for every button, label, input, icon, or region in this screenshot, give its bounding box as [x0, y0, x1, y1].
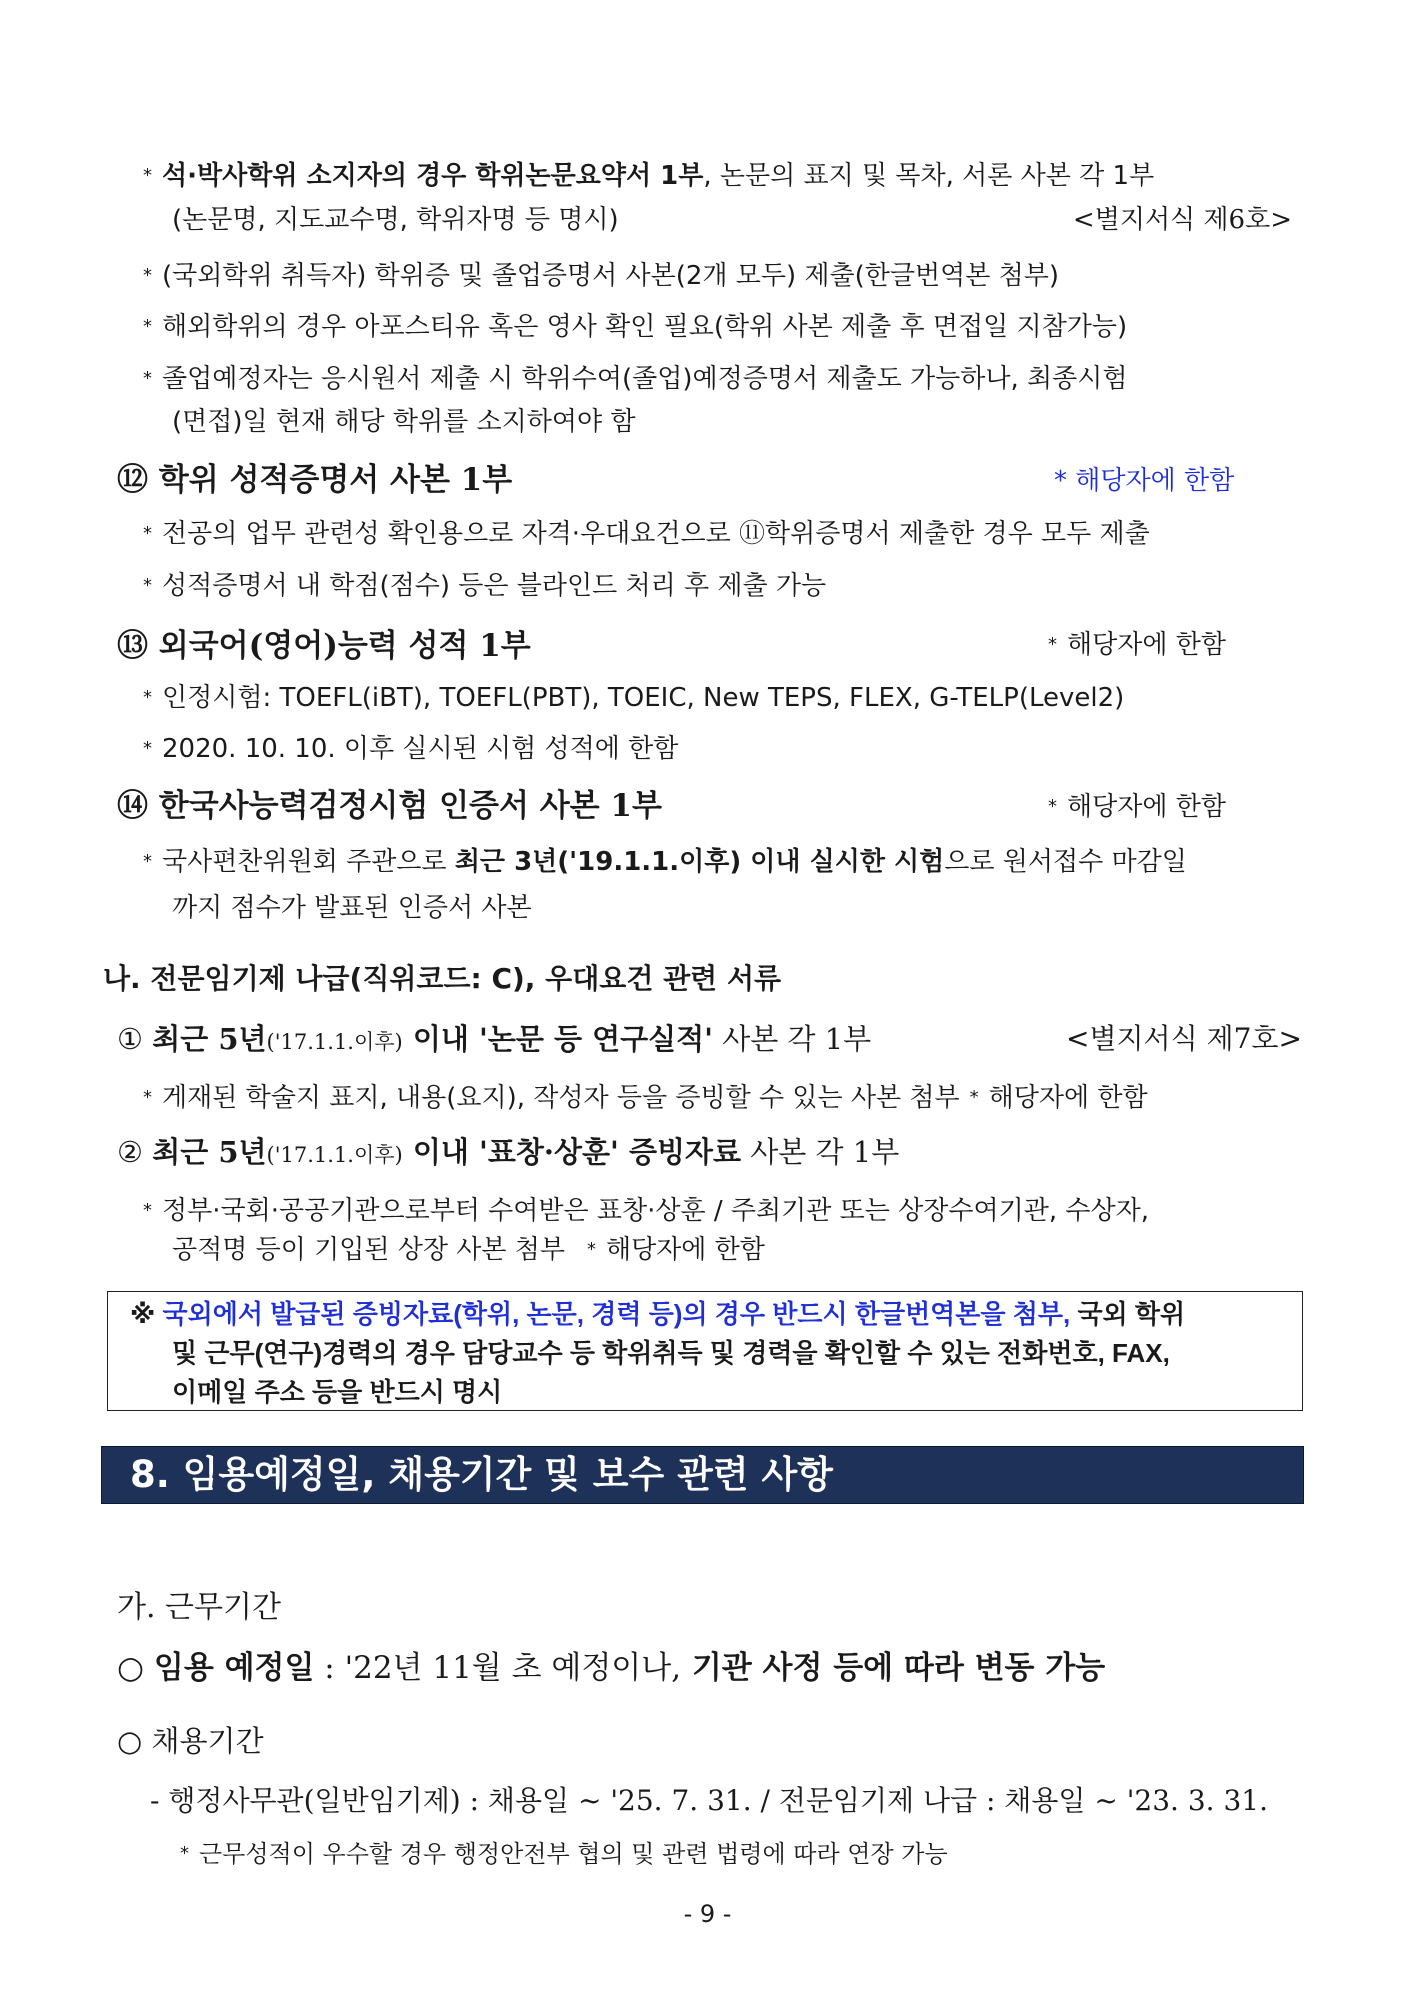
notice-box [107, 1291, 1303, 1411]
list-item: * 정부·국회·공공기관으로부터 수여받은 표창·상훈 / 주최기관 또는 상장수여기관, 수상자, [143, 1196, 1149, 1226]
list-item: * 해외학위의 경우 아포스티유 혹은 영사 확인 필요(학위 사본 제출 후 면접일 지참가능) [143, 312, 1128, 342]
notice-line: ※ 국외에서 발급된 증빙자료(학위, 논문, 경력 등)의 경우 반드시 한글번역본을 첨부, 국외 학위 [130, 1299, 1186, 1329]
subsection-heading-ga: 가. 근무기간 [117, 1590, 281, 1625]
list-item: * 졸업예정자는 응시원서 제출 시 학위수여(졸업)예정증명서 제출도 가능하나, 최종시험 [143, 364, 1128, 394]
heading-language-score: ⑬ 외국어(영어)능력 성적 1부 [117, 628, 531, 664]
list-item: 공적명 등이 기입된 상장 사본 첨부 * 해당자에 한함 [172, 1235, 765, 1265]
notice-line: 및 근무(연구)경력의 경우 담당교수 등 학위취득 및 경력을 확인할 수 있는 전화번호, FAX, [172, 1338, 1170, 1368]
heading-transcript: ⑫ 학위 성적증명서 사본 1부 [117, 462, 513, 498]
list-item: (면접)일 현재 해당 학위를 소지하여야 함 [172, 407, 636, 437]
list-item: (논문명, 지도교수명, 학위자명 등 명시) <별지서식 제6호> [172, 205, 1292, 235]
heading-korean-history-cert: ⑭ 한국사능력검정시험 인증서 사본 1부 [117, 788, 662, 824]
list-item: * 인정시험: TOEFL(iBT), TOEFL(PBT), TOEIC, New TEPS, FLEX, G-TELP(Level2) [143, 683, 1125, 713]
list-item: * 전공의 업무 관련성 확인용으로 자격·우대요건으로 ⑪학위증명서 제출한 경우 모두 제출 [143, 519, 1150, 549]
employment-period-line: - 행정사무관(일반임기제) : 채용일 ~ '25. 7. 31. / 전문임기제 나급 : 채용일 ~ '23. 3. 31. [150, 1784, 1268, 1817]
list-item: * 근무성적이 우수할 경우 행정안전부 협의 및 관련 법령에 따라 연장 가능 [180, 1840, 948, 1868]
notice-line: 이메일 주소 등을 반드시 명시 [172, 1377, 503, 1407]
list-item: * 성적증명서 내 학점(점수) 등은 블라인드 처리 후 제출 가능 [143, 571, 827, 601]
applicable-note: * 해당자에 한함 [1048, 792, 1226, 822]
heading-research-record: ① 최근 5년('17.1.1.이후) 이내 '논문 등 연구실적' 사본 각 1부 [117, 1022, 872, 1056]
list-item: * 게재된 학술지 표지, 내용(요지), 작성자 등을 증빙할 수 있는 사본 첨부 * 해당자에 한함 [143, 1083, 1148, 1113]
heading-award-record: ② 최근 5년('17.1.1.이후) 이내 '표창·상훈' 증빙자료 사본 각 1부 [117, 1135, 900, 1169]
applicable-note: * 해당자에 한함 [1048, 630, 1226, 660]
list-item: 까지 점수가 발표된 인증서 사본 [172, 893, 532, 923]
list-item: * 석·박사학위 소지자의 경우 학위논문요약서 1부, 논문의 표지 및 목차, 서론 사본 각 1부 [143, 161, 1155, 191]
list-item: * 2020. 10. 10. 이후 실시된 시험 성적에 한함 [143, 734, 679, 764]
page-number: - 9 - [683, 1900, 732, 1928]
form-reference: <별지서식 제7호> [1066, 1022, 1302, 1055]
list-item: * 국사편찬위원회 주관으로 최근 3년('19.1.1.이후) 이내 실시한 시험으로 원서접수 마감일 [143, 847, 1187, 877]
employment-period-heading: ○ 채용기간 [117, 1724, 264, 1758]
section-heading-na: 나. 전문임기제 나급(직위코드: C), 우대요건 관련 서류 [103, 962, 782, 995]
applicable-note: * 해당자에 한함 [1054, 466, 1235, 496]
appointment-date-line: ○ 임용 예정일 : '22년 11월 초 예정이나, 기관 사정 등에 따라 변동 가능 [117, 1650, 1106, 1686]
section-header-8: 8. 임용예정일, 채용기간 및 보수 관련 사항 [101, 1446, 1304, 1504]
list-item: * (국외학위 취득자) 학위증 및 졸업증명서 사본(2개 모두) 제출(한글번역본 첨부) [143, 261, 1060, 291]
